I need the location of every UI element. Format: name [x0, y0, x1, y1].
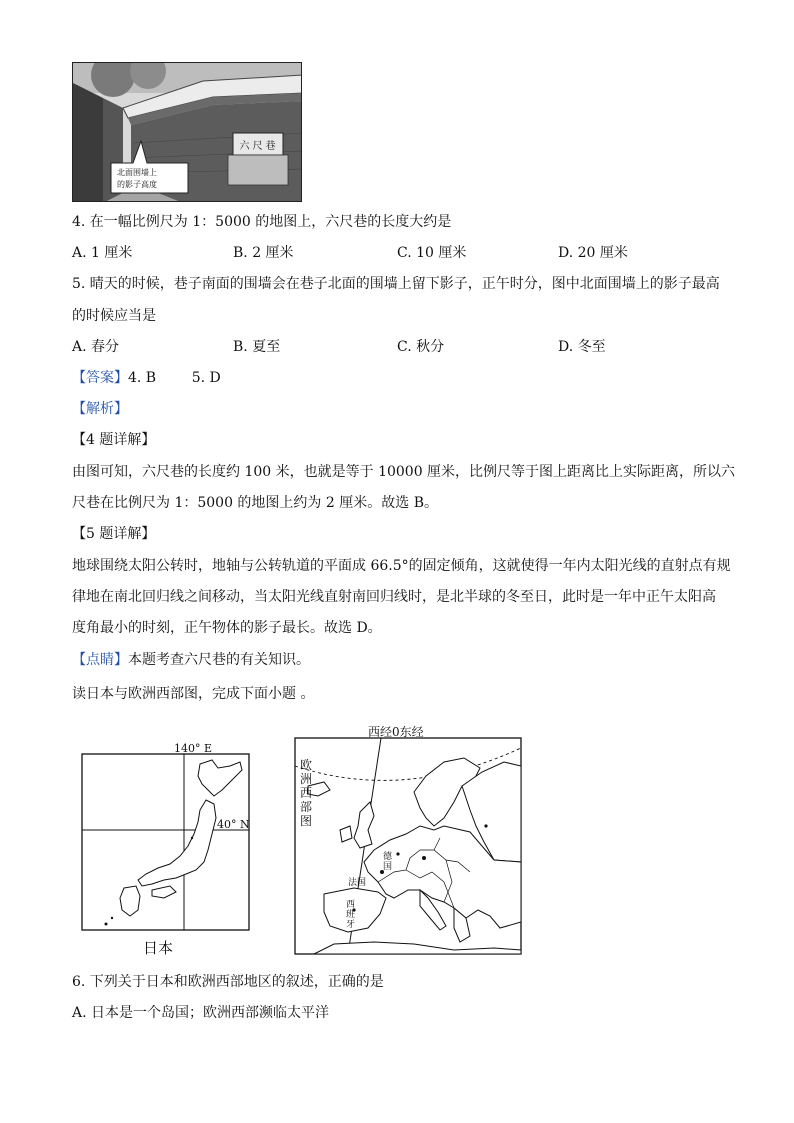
small-island-dot — [105, 923, 108, 926]
q5-stem-line2: 的时候应当是 — [72, 308, 156, 324]
japan-lon-label: 140° E — [174, 742, 213, 755]
photo-callout-line1: 北面围墙上 — [117, 168, 157, 177]
detail5-line3: 度角最小的时刻，正午物体的影子最长。故选 D。 — [72, 620, 382, 636]
europe-title-char: 洲 — [300, 772, 313, 786]
france-label: 法国 — [348, 878, 367, 888]
comment-line — [72, 650, 310, 670]
detail4-line1: 由图可知，六尺巷的长度约 100 米，也就是等于 10000 厘米，比例尺等于图上距离比上实际距离，所以六 — [72, 464, 736, 480]
europe-title-char: 欧 — [300, 758, 313, 772]
photo-plaque-text: 六尺巷 — [239, 141, 279, 152]
europe-title-char: 图 — [300, 814, 313, 828]
small-island-dot — [111, 917, 113, 919]
analysis-tag: 【解析】 — [72, 401, 128, 417]
europe-title-char: 西 — [300, 786, 313, 800]
answer-text: 4. B 5. D — [128, 370, 221, 386]
spain-label-char: 西 — [346, 900, 356, 910]
detail5-title: 【5 题详解】 — [72, 526, 156, 542]
japan-map — [80, 738, 280, 938]
q5-stem-line1: 5. 晴天的时候，巷子南面的围墙会在巷子北面的围墙上留下影子，正午时分，图中北面围墙上的影子最高 — [72, 276, 720, 292]
city-dot — [396, 852, 399, 855]
comment-tag: 【点睛】 — [72, 652, 128, 668]
detail5-line1: 地球围绕太阳公转时，地轴与公转轨道的平面成 66.5°的固定倾角，这就使得一年内太阳光线的直射点有规 — [72, 558, 731, 574]
europe-meridian-label: 西经0东经 — [368, 725, 424, 739]
detail4-line2: 尺巷在比例尺为 1：5000 的地图上约为 2 厘米。故选 B。 — [72, 495, 438, 511]
photo-callout-line2: 的影子高度 — [117, 180, 157, 189]
alley-photo — [72, 62, 302, 202]
q5-option-b: B. 夏至 — [233, 339, 281, 355]
europe-map-title — [300, 758, 312, 828]
spain-label-char: 班 — [346, 910, 356, 920]
comment-text: 本题考查六尺巷的有关知识。 — [128, 652, 310, 668]
japan-map-caption: 日本 — [143, 939, 174, 957]
answer-line — [72, 368, 221, 388]
germany-label-char: 国 — [383, 862, 393, 872]
japan-lat-label: 40° N — [217, 818, 250, 831]
small-island-dot — [191, 837, 193, 839]
q4-stem: 4. 在一幅比例尺为 1：5000 的地图上，六尺巷的长度大约是 — [72, 214, 452, 230]
answer-tag: 【答案】 — [72, 370, 128, 386]
q4-option-b: B. 2 厘米 — [233, 245, 294, 261]
detail4-title: 【4 题详解】 — [72, 432, 156, 448]
city-dot — [484, 824, 487, 827]
q5-option-d: D. 冬至 — [558, 339, 606, 355]
q6-option-a: A. 日本是一个岛国；欧洲西部濒临太平洋 — [72, 1005, 330, 1021]
q5-option-a: A. 春分 — [72, 339, 120, 355]
europe-map — [294, 722, 524, 958]
spain-label — [346, 900, 355, 930]
q6-stem: 6. 下列关于日本和欧洲西部地区的叙述，正确的是 — [72, 974, 384, 990]
q4-option-a: A. 1 厘米 — [72, 245, 133, 261]
alley-photo-drawing — [73, 63, 302, 202]
maps-intro: 读日本与欧洲西部图，完成下面小题 。 — [72, 686, 315, 702]
spain-label-char: 牙 — [346, 920, 356, 930]
germany-label — [383, 852, 392, 872]
city-dot — [422, 856, 426, 860]
detail5-line2: 律地在南北回归线之间移动，当太阳光线直射南回归线时，是北半球的冬至日，此时是一年中正午太阳高 — [72, 589, 716, 605]
q5-option-c: C. 秋分 — [397, 339, 445, 355]
europe-title-char: 部 — [300, 800, 313, 814]
q4-option-c: C. 10 厘米 — [397, 245, 467, 261]
q4-option-d: D. 20 厘米 — [558, 245, 628, 261]
germany-label-char: 德 — [383, 852, 393, 862]
